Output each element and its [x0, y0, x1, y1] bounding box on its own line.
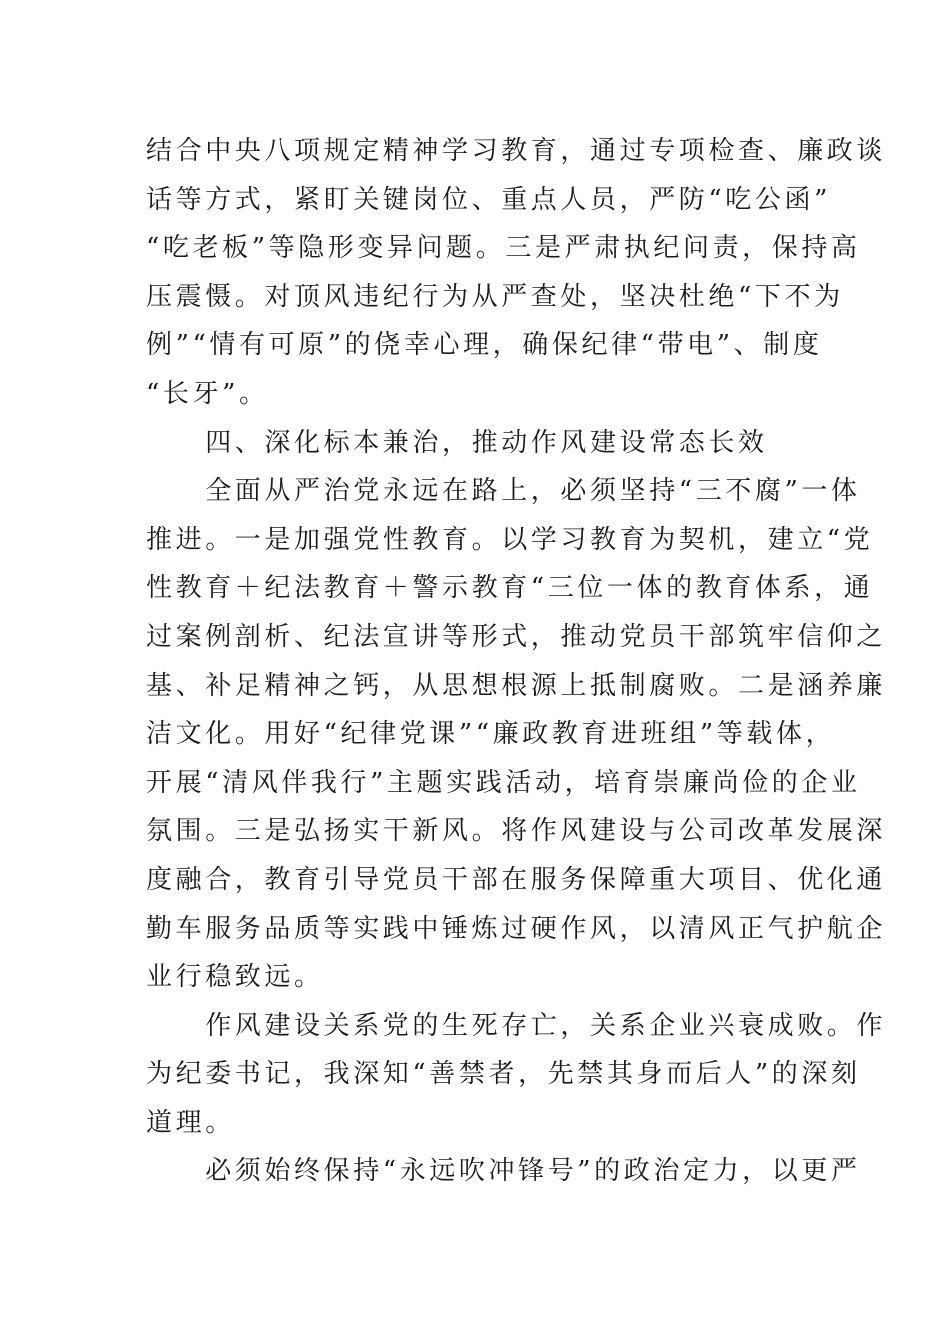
text-line: 基、补足精神之钙，从思想根源上抵制腐败。二是涵养廉 — [146, 670, 887, 701]
text-line: 洁文化。用好“纪律党课”“廉政教育进班组”等载体， — [146, 719, 836, 750]
section-heading: 四、深化标本兼治，推动作风建设常态长效 — [146, 427, 768, 458]
text-line: 度融合，教育引导党员干部在服务保障重大项目、优化通 — [146, 864, 887, 895]
text-line: 勤车服务品质等实践中锤炼过硬作风，以清风正气护航企 — [146, 913, 887, 944]
text-line: 作风建设关系党的生死存亡，关系企业兴衰成败。作 — [146, 1010, 887, 1041]
text-line: 压震慑。对顶风违纪行为从严查处，坚决杜绝“下不为 — [146, 281, 844, 312]
text-line: “吃老板”等隐形变异问题。三是严肃执纪问责，保持高 — [146, 233, 861, 264]
text-line: 道理。 — [146, 1107, 235, 1138]
text-line: 推进。一是加强党性教育。以学习教育为契机，建立“党 — [146, 524, 874, 555]
text-line: 例”“情有可原”的侥幸心理，确保纪律“带电”、制度 — [146, 330, 823, 361]
text-line: 开展“清风伴我行”主题实践活动，培育崇廉尚俭的企业 — [146, 767, 861, 798]
text-line: 氛围。三是弘扬实干新风。将作风建设与公司改革发展深 — [146, 816, 887, 847]
text-line: “长牙”。 — [146, 378, 269, 409]
text-line: 为纪委书记，我深知“善禁者，先禁其身而后人”的深刻 — [146, 1059, 861, 1090]
text-line: 全面从严治党永远在路上，必须坚持“三不腐”一体 — [146, 476, 861, 507]
text-line: 结合中央八项规定精神学习教育，通过专项检查、廉政谈 — [146, 136, 887, 166]
text-line: 性教育＋纪法教育＋警示教育“三位一体的教育体系，通 — [146, 573, 874, 604]
text-line: 业行稳致远。 — [146, 962, 324, 993]
body-text — [146, 127, 887, 1196]
text-line: 必须始终保持“永远吹冲锋号”的政治定力，以更严 — [146, 1156, 861, 1187]
text-line: 过案例剖析、纪法宣讲等形式，推动党员干部筑牢信仰之 — [146, 621, 887, 652]
text-line: 话等方式，紧盯关键岗位、重点人员，严防“吃公函” — [146, 184, 831, 215]
